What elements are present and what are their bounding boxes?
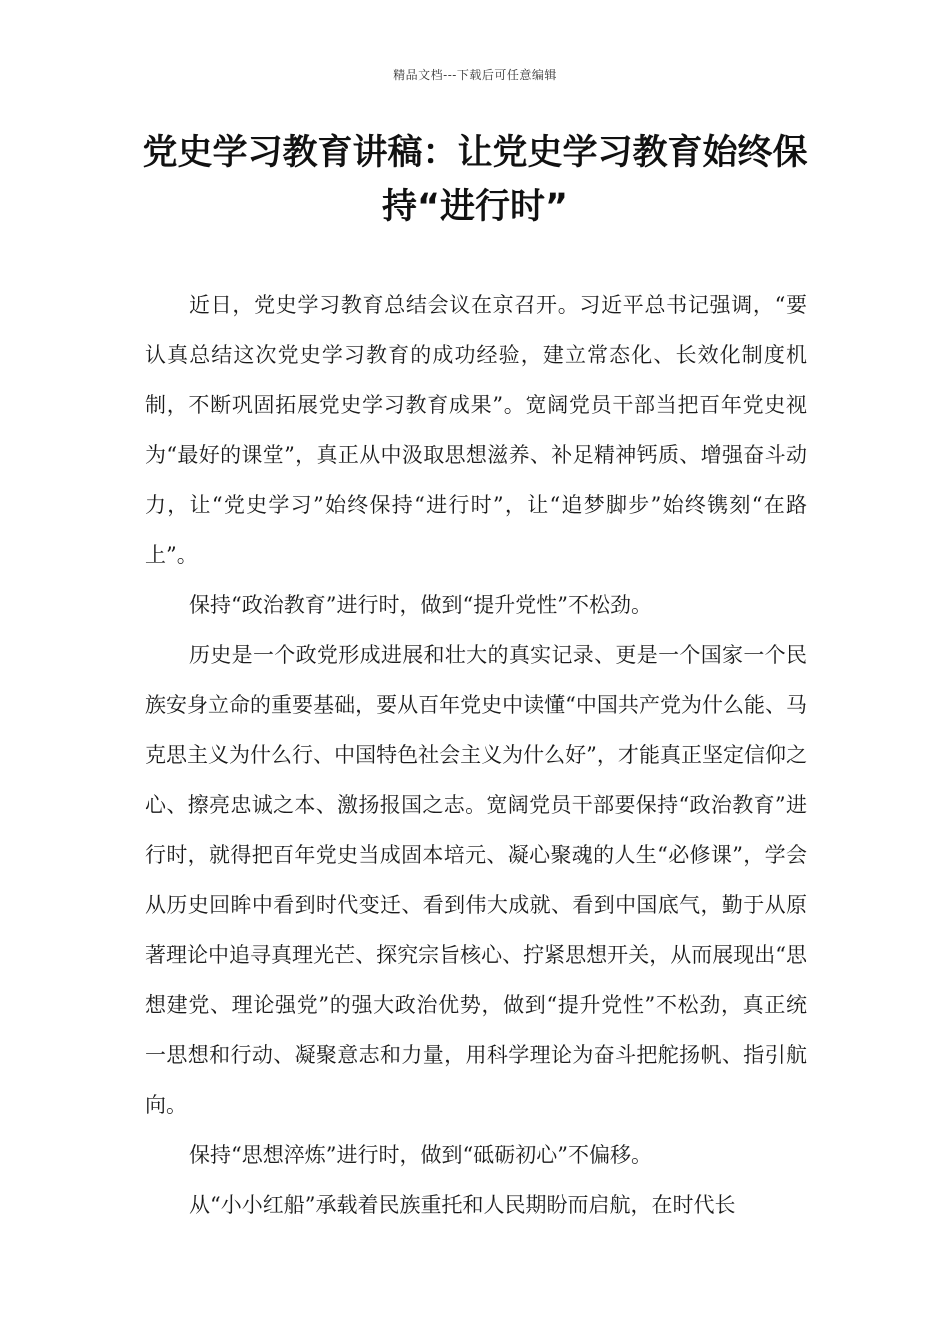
paragraph-red-boat: 从“小小红船”承载着民族重托和人民期盼而启航，在时代长	[189, 1193, 736, 1217]
paragraph-political-education: 历史是一个政党形成进展和壮大的真实记录、更是一个国家一个民族安身立命的重要基础，要从百年党史中读懂“中国共产党为什么能、马克思主义为什么行、中国特色社会主义为什么好”，才能真正坚定信仰之心、擦亮忠诚之本、激扬报国之志。宽阔党员干部要保持“政治教育”进行时，就得把百年党史当成固本培元、凝心聚魂的人生“必修课”，学会从历史回眸中看到时代变迁、看到伟大成就、看到中国底气，勤于从原著理论中追寻真理光芒、探究宗旨核心、拧紧思想开关，从而展现出“思想建党、理论强党”的强大政治优势，做到“提升党性”不松劲，真正统一思想和行动、凝聚意志和力量，用科学理论为奋斗把舵扬帆、指引航向。	[145, 643, 807, 1117]
header-note: 精品文档---下载后可任意编辑	[393, 68, 557, 82]
document-title: 党史学习教育讲稿：让党史学习教育始终保持“进行时”	[142, 133, 808, 227]
document-body	[145, 280, 807, 1230]
paragraph-section-heading-1: 保持“政治教育”进行时，做到“提升党性”不松劲。	[189, 593, 652, 617]
paragraph-section-heading-2: 保持“思想淬炼”进行时，做到“砥砺初心”不偏移。	[189, 1143, 652, 1167]
paragraph-intro: 近日，党史学习教育总结会议在京召开。习近平总书记强调，“要认真总结这次党史学习教育的成功经验，建立常态化、长效化制度机制，不断巩固拓展党史学习教育成果”。宽阔党员干部当把百年党史视为“最好的课堂”，真正从中汲取思想滋养、补足精神钙质、增强奋斗动力，让“党史学习”始终保持“进行时”，让“追梦脚步”始终镌刻“在路上”。	[145, 293, 807, 567]
